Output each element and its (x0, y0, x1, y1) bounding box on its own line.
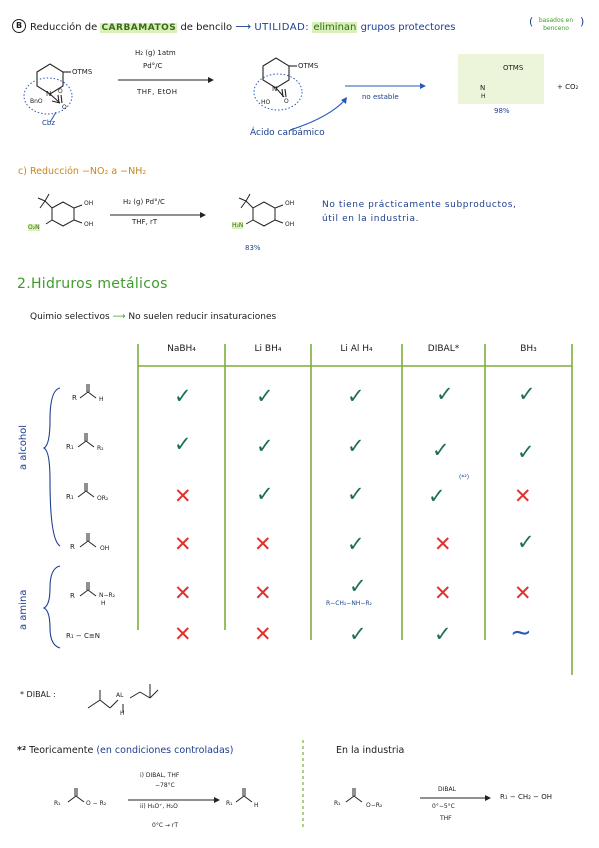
cell-3-4: ✓ (517, 530, 535, 554)
cell-5-3: ✓ (434, 622, 452, 646)
side-label-amina: a amina (18, 589, 29, 630)
acido-carbamico-label: Ácido carbámico (250, 128, 325, 138)
cell-4-4: ✕ (514, 581, 532, 605)
cell-4-2: ✓ (349, 574, 367, 598)
cell-1-1: ✓ (256, 434, 274, 458)
cell-5-1: ✕ (254, 622, 272, 646)
reagent-table: NaBH₄ Li BH₄ Li Al H₄ DIBAL* BH₃ a alcohol a amina R H R₁ R₂ R₁ OR₂ R OH R N−R₂ H R₁ − C≡N ✓ ✓ ✓ ✓ ✓ ✓ ✓ ✓ ✓ ✓ ✕ ✓ ✓ ✓ (*²) ✕ ✕ ✕ ✓ ✕ ✓ ✕ ✕ ✓ R−CH₂−NH−R₂ ✕ ✕ ✕ ✕ ✓ ✓ ∼ (0, 330, 599, 670)
footer-step1: i) DIBAL, THF (140, 772, 180, 779)
cond-b-cat: Pd°/C (143, 62, 163, 70)
cbz-label: Cbz (42, 119, 56, 127)
cell-5-0: ✕ (174, 622, 192, 646)
no-estable-label: no estable (362, 93, 399, 101)
cell-4-1: ✕ (254, 581, 272, 605)
footer-step1b: −78°C (155, 782, 175, 789)
section-b-title: Reducción de CARBAMATOS de bencilo ⟶ UTILIDAD: eliminan grupos protectores (30, 20, 456, 33)
section-b: B Reducción de CARBAMATOS de bencilo ⟶ UTILIDAD: eliminan grupos protectores ( basados en benceno ) OTMS N O BnO O Cbz H₂ (g) 1atm Pd°/C THF, EtOH OTMS N HO O no estable Ácido carbámico OTMS N H 98% + CO₂ (0, 0, 599, 160)
cond-c-bot: THF, rT (132, 218, 158, 226)
section-c: c) Reducción −NO₂ a −NH₂ OH OH O₂N H₂ (g) Pd°/C THF, rT OH OH H₂N 83% No tiene prácticamente subproductos, útil en la industria. (0, 160, 599, 260)
cell-4-3: ✕ (434, 581, 452, 605)
cell-0-1: ✓ (256, 384, 274, 408)
quimio-line: Quimio selectivos ⟶ No suelen reducir insaturaciones (30, 312, 277, 322)
cond-b-bot: THF, EtOH (137, 88, 178, 96)
yield-c: 83% (245, 244, 261, 252)
star-note: (*²) (459, 474, 470, 481)
cell-1-2: ✓ (347, 434, 365, 458)
section-2-title: 2.Hidruros metálicos (17, 276, 168, 292)
cell-1-4: ✓ (517, 440, 535, 464)
col-header-libh4: Li BH₄ (254, 344, 282, 354)
cell-0-4: ✓ (518, 382, 536, 406)
cell-2-4: ✕ (514, 484, 532, 508)
col-header-bh3: BH₃ (520, 344, 537, 354)
ind-cond-top: DIBAL (438, 786, 456, 793)
note-c-2: útil en la industria. (322, 214, 420, 224)
cell-2-3: ✓ (428, 484, 446, 508)
side-label-alcohol: a alcohol (18, 424, 29, 470)
ind-cond-bot: THF (440, 815, 452, 822)
cond-b-top: H₂ (g) 1atm (135, 49, 176, 57)
dibal-label: * DIBAL : (20, 690, 56, 699)
carbamatos-highlight: CARBAMATOS (101, 23, 177, 33)
row-label-r: R (72, 394, 77, 402)
note-benceno: basados en benceno (538, 17, 574, 32)
col-header-dibal: DIBAL* (427, 344, 460, 354)
cell-4-0: ✕ (174, 581, 192, 605)
h2n-label: H₂N (232, 222, 244, 229)
ind-product: R₁ − CH₂ − OH (500, 793, 553, 801)
footer-left-title: *² Teoricamente (en condiciones controladas) (17, 745, 234, 756)
cell-3-0: ✕ (174, 532, 192, 556)
cell-1-0: ✓ (174, 432, 192, 456)
yield-b: 98% (494, 107, 510, 115)
cell-0-0: ✓ (174, 384, 192, 408)
cell-2-1: ✓ (256, 482, 274, 506)
footer-step3: 0°C → rT (152, 822, 178, 829)
cell-1-3: ✓ (432, 438, 450, 462)
footer-step2: ii) H₃O⁺, H₂O (140, 803, 178, 810)
cell-0-2: ✓ (347, 384, 365, 408)
ind-cond-mid: 0°−5°C (432, 803, 455, 810)
amine-product: R−CH₂−NH−R₂ (326, 600, 372, 607)
badge-b: B (12, 19, 26, 33)
note-c-1: No tiene prácticamente subproductos, (322, 200, 517, 210)
cell-3-2: ✓ (347, 532, 365, 556)
o2n-label: O₂N (28, 224, 40, 231)
cell-3-1: ✕ (254, 532, 272, 556)
cell-0-3: ✓ (436, 382, 454, 406)
cell-3-3: ✕ (434, 532, 452, 556)
section-c-title: c) Reducción −NO₂ a −NH₂ (18, 166, 147, 177)
co2-label: + CO₂ (557, 83, 579, 91)
cell-5-2: ✓ (349, 622, 367, 646)
col-header-nabh4: NaBH₄ (167, 344, 196, 354)
footer-right-title: En la industria (336, 745, 405, 756)
cell-5-4: ∼ (510, 618, 532, 648)
cond-c-top: H₂ (g) Pd°/C (123, 198, 165, 206)
cell-2-0: ✕ (174, 484, 192, 508)
col-header-lialh4: Li Al H₄ (340, 344, 373, 354)
cell-2-2: ✓ (347, 482, 365, 506)
